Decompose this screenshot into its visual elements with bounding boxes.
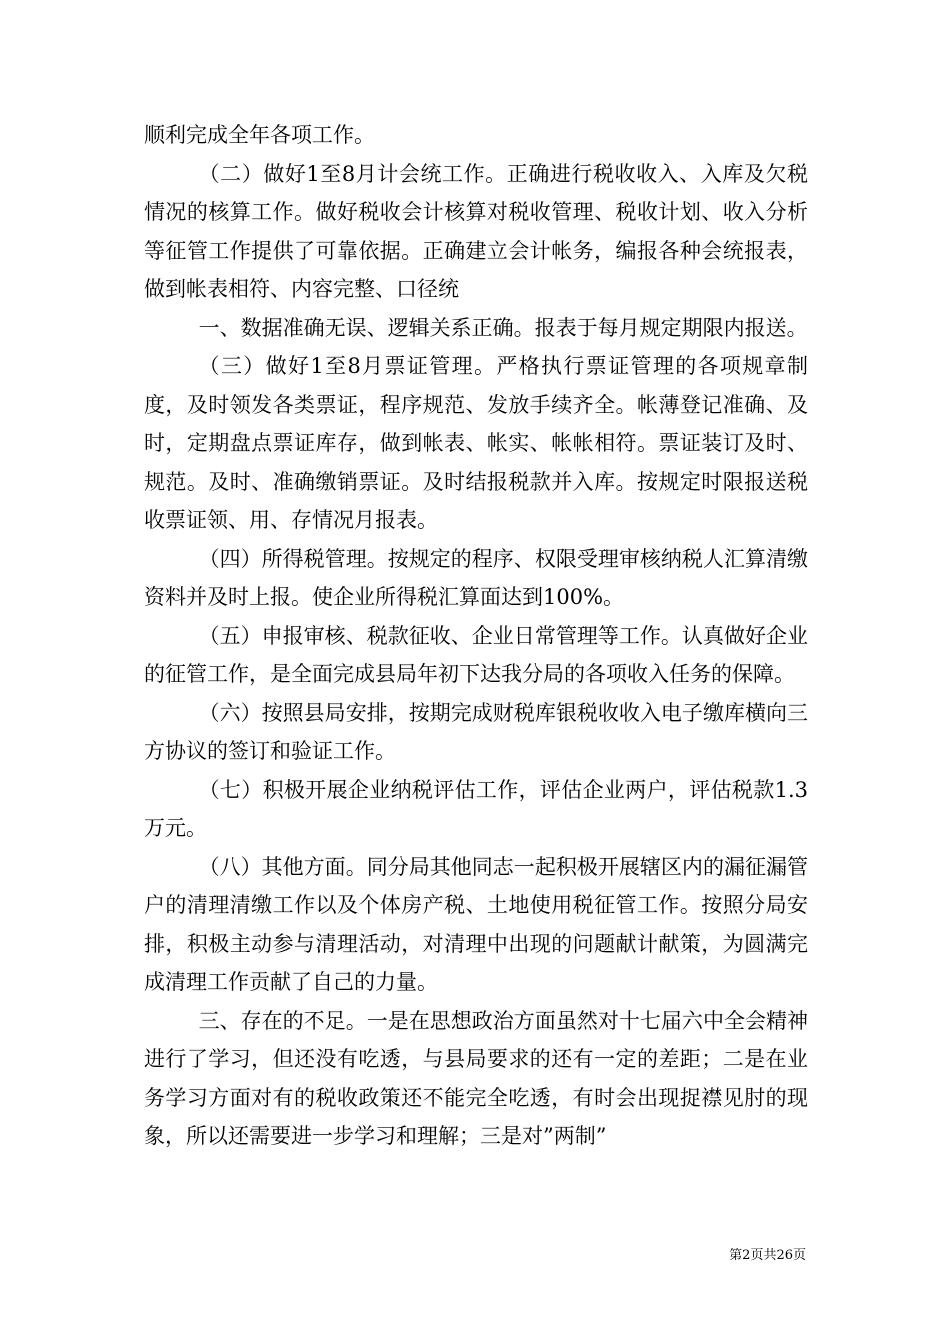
paragraph-section-4: （四）所得税管理。按规定的程序、权限受理审核纳税人汇算清缴资料并及时上报。使企业所得税汇算面达到100%。 — [144, 546, 808, 609]
paragraph-section-5: （五）申报审核、税款征收、企业日常管理等工作。认真做好企业的征管工作，是全面完成县局年初下达我分局的各项收入任务的保障。 — [144, 623, 808, 686]
paragraph-data-accuracy: 一、数据准确无误、逻辑关系正确。报表于每月规定期限内报送。 — [198, 315, 808, 340]
paragraph-section-7: （七）积极开展企业纳税评估工作，评估企业两户，评估税款1.3万元。 — [144, 777, 808, 840]
paragraph-shortcomings: 三、存在的不足。一是在思想政治方面虽然对十七届六中全会精神进行了学习，但还没有吃透，与县局要求的还有一定的差距；二是在业务学习方面对有的税收政策还不能完全吃透，有时会出现捉襟见肘的现象，所以还需要进一步学习和理解；三是对”两制” — [144, 1008, 808, 1148]
paragraph-section-8: （八）其他方面。同分局其他同志一起积极开展辖区内的漏征漏管户的清理清缴工作以及个体房产税、土地使用税征管工作。按照分局安排，积极主动参与清理活动，对清理中出现的问题献计献策，为圆满完成清理工作贡献了自己的力量。 — [144, 854, 808, 994]
paragraph-section-3: （三）做好1至8月票证管理。严格执行票证管理的各项规章制度，及时领发各类票证，程序规范、发放手续齐全。帐薄登记准确、及时，定期盘点票证库存，做到帐表、帐实、帐帐相符。票证装订及时、规范。及时、准确缴销票证。及时结报税款并入库。按规定时限报送税收票证领、用、存情况月报表。 — [144, 354, 808, 532]
page-number-footer: 第2页共26页 — [729, 1248, 806, 1263]
paragraph-continuation: 顺利完成全年各项工作。 — [144, 123, 375, 147]
paragraph-section-2: （二）做好1至8月计会统工作。正确进行税收收入、入库及欠税情况的核算工作。做好税收会计核算对税收管理、税收计划、收入分析等征管工作提供了可靠依据。正确建立会计帐务，编报各种会统报表，做到帐表相符、内容完整、口径统 — [144, 161, 808, 301]
document-body — [144, 116, 808, 1156]
paragraph-section-6: （六）按照县局安排，按期完成财税库银税收收入电子缴库横向三方协议的签订和验证工作。 — [144, 700, 808, 763]
